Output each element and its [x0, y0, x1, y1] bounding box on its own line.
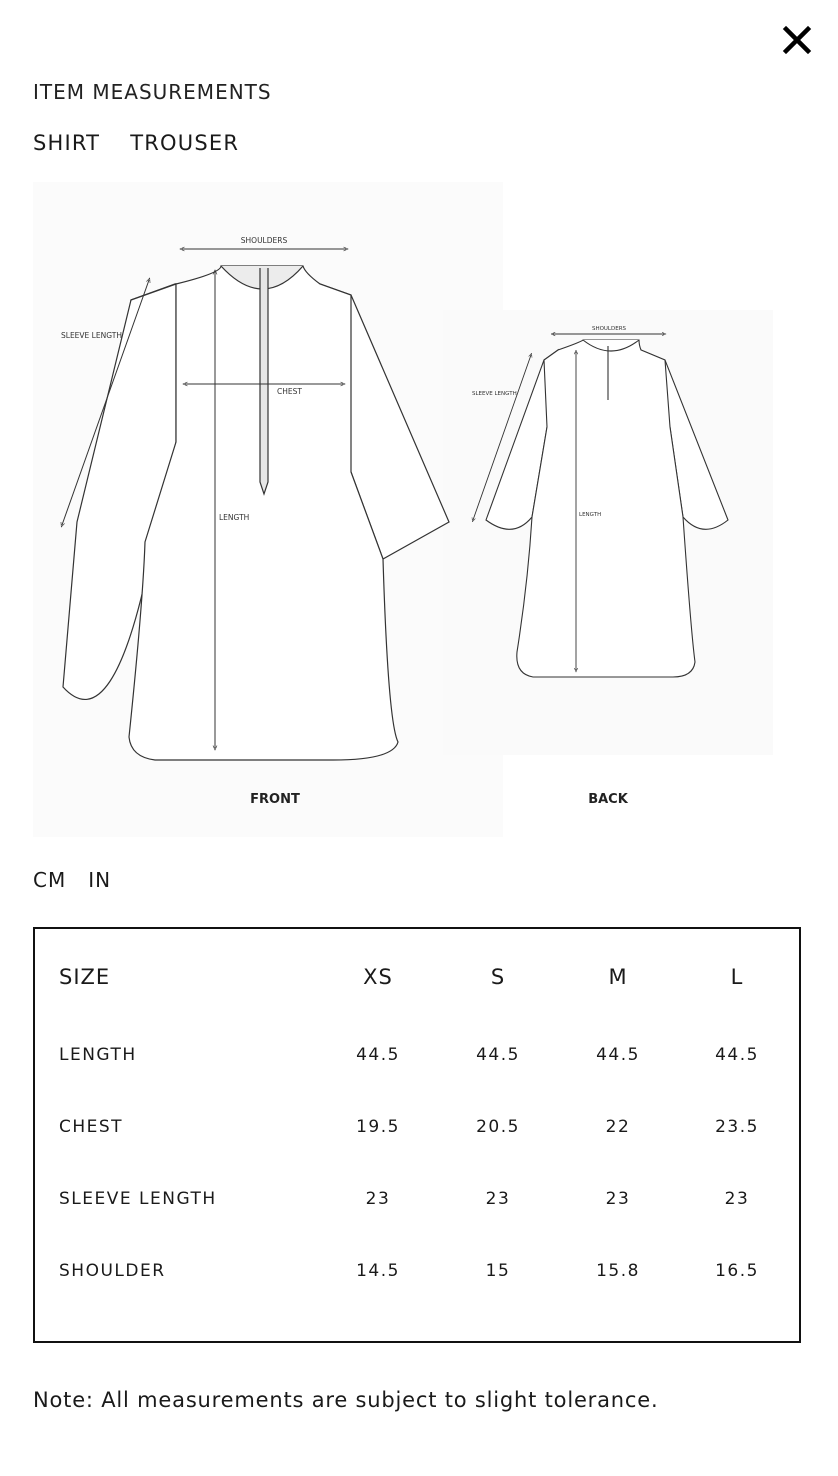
- table-cell: 23: [485, 1189, 511, 1209]
- row-label: SHOULDER: [59, 1261, 166, 1281]
- table-cell: 16.5: [715, 1261, 759, 1281]
- measurement-diagram: [33, 182, 803, 837]
- unit-in[interactable]: IN: [88, 868, 112, 892]
- header-l: L: [730, 965, 744, 989]
- front-caption: FRONT: [250, 792, 300, 807]
- unit-toggle: [33, 868, 111, 892]
- header-size: SIZE: [59, 965, 111, 989]
- front-chest-label: CHEST: [277, 387, 302, 396]
- table-cell: 44.5: [476, 1045, 520, 1065]
- back-length-label: LENGTH: [579, 512, 602, 518]
- table-cell: 44.5: [715, 1045, 759, 1065]
- table-cell: 23.5: [715, 1117, 759, 1137]
- table-cell: 23: [605, 1189, 631, 1209]
- back-caption: BACK: [588, 792, 628, 807]
- back-shoulders-label: SHOULDERS: [591, 326, 627, 332]
- front-sleeve-label: SLEEVE LENGTH: [61, 331, 122, 340]
- tab-trouser[interactable]: TROUSER: [130, 131, 240, 155]
- front-length-label: LENGTH: [219, 513, 250, 522]
- table-cell: 19.5: [356, 1117, 400, 1137]
- unit-cm[interactable]: CM: [33, 868, 67, 892]
- table-cell: 23: [724, 1189, 750, 1209]
- size-chart-table: [33, 927, 801, 1343]
- table-cell: 14.5: [356, 1261, 400, 1281]
- table-cell: 23: [365, 1189, 391, 1209]
- table-cell: 44.5: [356, 1045, 400, 1065]
- table-cell: 44.5: [596, 1045, 640, 1065]
- close-button[interactable]: [779, 22, 815, 58]
- front-shoulders-label: SHOULDERS: [240, 236, 288, 245]
- table-cell: 15.8: [596, 1261, 640, 1281]
- table-cell: 20.5: [476, 1117, 520, 1137]
- modal-title: ITEM MEASUREMENTS: [33, 80, 272, 104]
- garment-tabs: [33, 131, 239, 155]
- tolerance-note: Note: All measurements are subject to slight tolerance.: [33, 1388, 659, 1412]
- garment-illustration: [33, 182, 803, 837]
- header-m: M: [608, 965, 628, 989]
- table-cell: 22: [605, 1117, 631, 1137]
- header-s: S: [490, 965, 506, 989]
- back-sleeve-label: SLEEVE LENGTH: [472, 391, 517, 397]
- table-cell: 15: [485, 1261, 511, 1281]
- tab-shirt[interactable]: SHIRT: [33, 131, 101, 155]
- row-label: LENGTH: [59, 1045, 137, 1065]
- row-label: CHEST: [59, 1117, 124, 1137]
- row-label: SLEEVE LENGTH: [59, 1189, 217, 1209]
- close-icon: [779, 22, 815, 58]
- header-xs: XS: [363, 965, 393, 989]
